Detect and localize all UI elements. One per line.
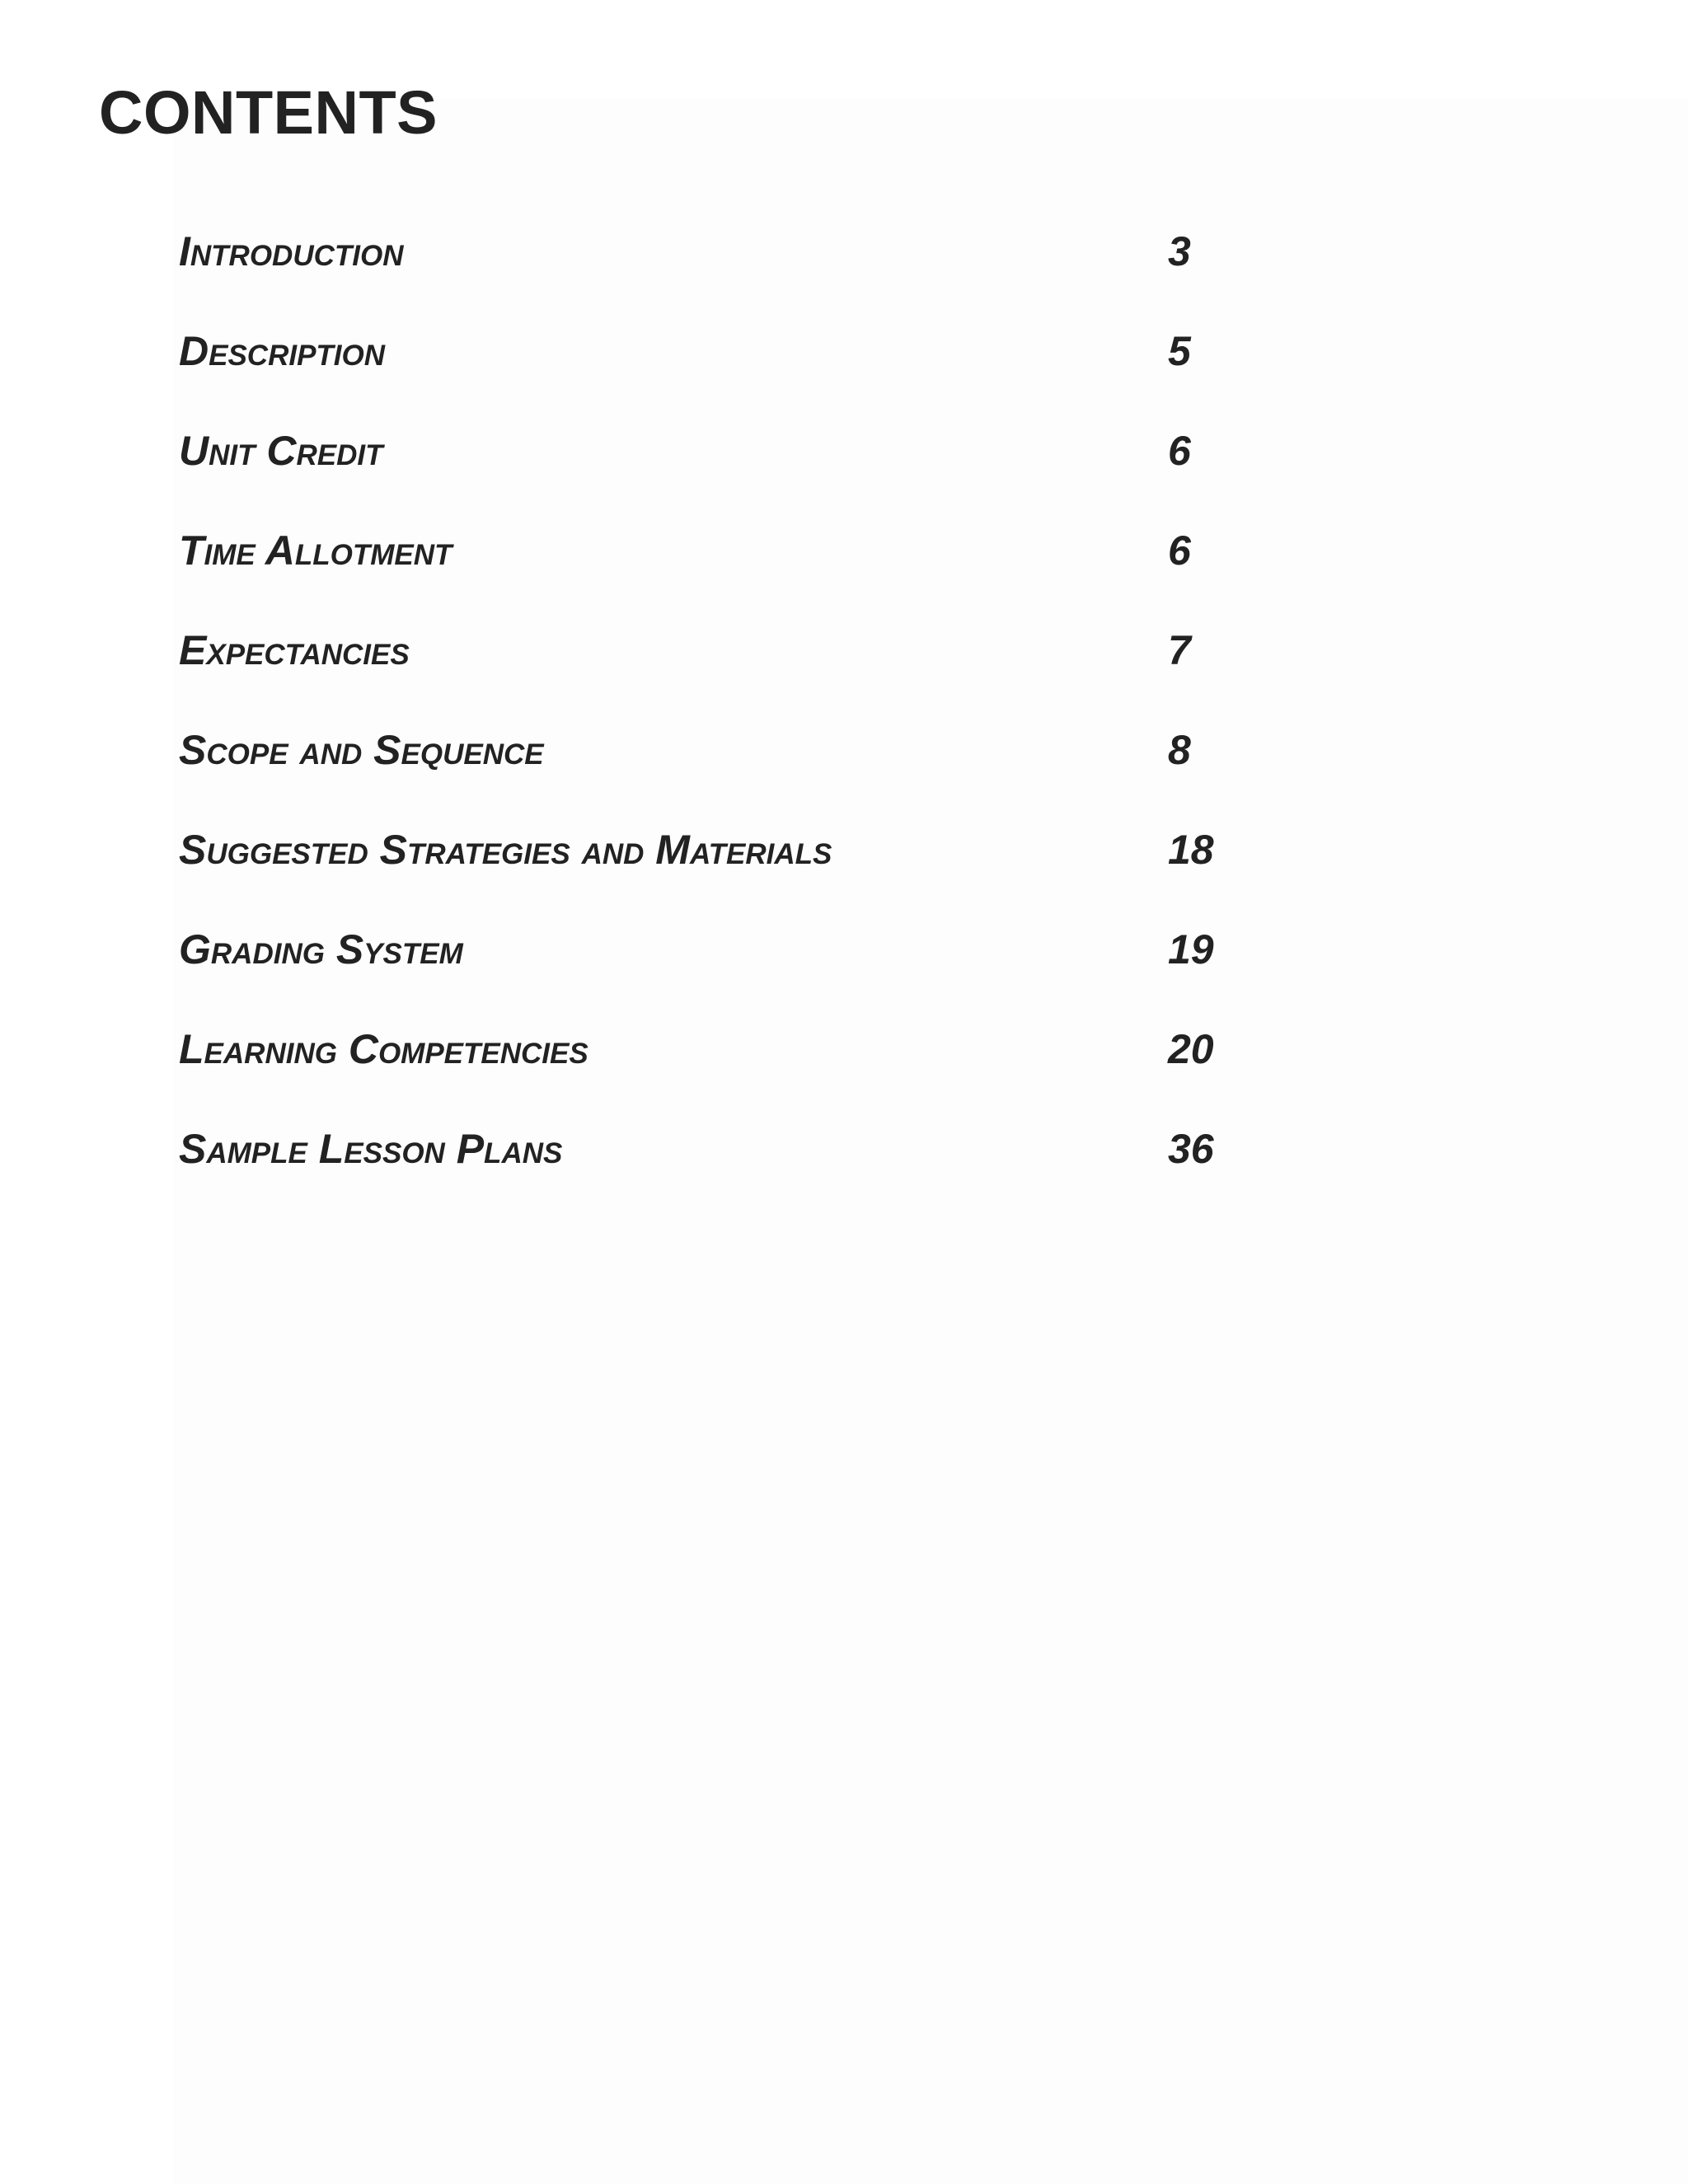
- toc-entry-label: Learning Competencies: [179, 1026, 588, 1072]
- toc-entry-page-number: 3: [1168, 228, 1191, 274]
- toc-entry-label: Time Allotment: [179, 527, 452, 574]
- toc-entry-page-number: 8: [1168, 727, 1191, 773]
- toc-entry-page-number: 5: [1168, 328, 1191, 374]
- toc-entry-sample-lesson-plans: [179, 1124, 1250, 1224]
- toc-entry-expectancies: [179, 626, 1250, 725]
- toc-entry-label: Grading System: [179, 926, 463, 972]
- toc-entry-learning-competencies: [179, 1024, 1250, 1124]
- toc-entry-unit-credit: [179, 426, 1250, 526]
- toc-entry-description: [179, 326, 1250, 426]
- toc-entry-page-number: 6: [1168, 428, 1191, 474]
- toc-entry-page-number: 7: [1168, 627, 1191, 673]
- toc-entry-label: Sample Lesson Plans: [179, 1126, 563, 1172]
- toc-entry-label: Unit Credit: [179, 428, 383, 474]
- toc-entry-label: Scope and Sequence: [179, 727, 544, 773]
- toc-entry-page-number: 6: [1168, 527, 1191, 574]
- toc-entry-page-number: 36: [1168, 1126, 1214, 1172]
- toc-entry-scope-and-sequence: [179, 725, 1250, 825]
- toc-entry-label: Suggested Strategies and Materials: [179, 827, 832, 873]
- table-of-contents: [179, 227, 1250, 1224]
- toc-entry-time-allotment: [179, 526, 1250, 626]
- toc-entry-introduction: [179, 227, 1250, 326]
- toc-entry-page-number: 19: [1168, 926, 1214, 972]
- page-title: CONTENTS: [99, 78, 438, 147]
- toc-entry-suggested-strategies: [179, 825, 1250, 925]
- toc-entry-label: Description: [179, 328, 386, 374]
- toc-entry-grading-system: [179, 925, 1250, 1024]
- toc-entry-page-number: 18: [1168, 827, 1214, 873]
- toc-entry-label: Expectancies: [179, 627, 410, 673]
- toc-entry-label: Introduction: [179, 228, 404, 274]
- toc-entry-page-number: 20: [1168, 1026, 1214, 1072]
